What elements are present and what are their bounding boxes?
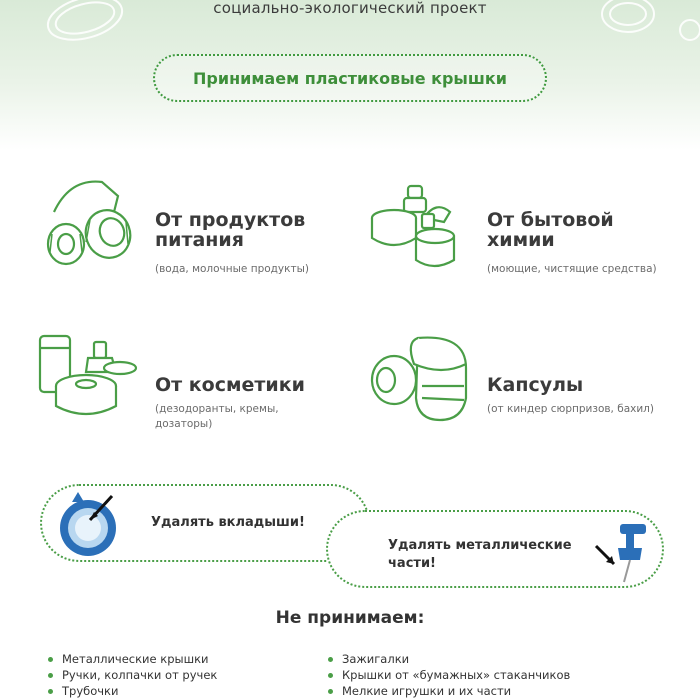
not-accepted-list-right	[326, 651, 570, 699]
category-title-cosmetics: От косметики	[155, 374, 305, 396]
bottle-caps-icon	[40, 172, 140, 272]
remove-liners-text: Удалять вкладыши!	[151, 515, 305, 530]
list-item: Ручки, колпачки от ручек	[46, 667, 217, 683]
category-title-capsules: Капсулы	[487, 374, 584, 396]
header-band	[0, 0, 700, 150]
list-item: Крышки от «бумажных» стаканчиков	[326, 667, 570, 683]
list-item: Трубочки	[46, 683, 217, 699]
cosmetics-caps-icon	[36, 328, 140, 424]
not-accepted-list-left	[46, 651, 217, 699]
category-note-cosmetics: (дезодоранты, кремы, дозаторы)	[155, 403, 279, 430]
capsule-icon	[366, 328, 472, 424]
category-note-capsules: (от киндер сюрпризов, бахил)	[487, 403, 654, 415]
accepted-banner	[153, 54, 547, 102]
category-title-household: От бытовой химии	[487, 209, 614, 251]
category-title-food: От продуктов питания	[155, 209, 306, 251]
category-note-food: (вода, молочные продукты)	[155, 263, 309, 275]
list-item: Металлические крышки	[46, 651, 217, 667]
household-caps-icon	[370, 178, 470, 274]
remove-metal-text: Удалять металлические части!	[388, 538, 572, 571]
list-item: Мелкие игрушки и их части	[326, 683, 570, 699]
not-accepted-heading: Не принимаем:	[275, 608, 425, 628]
project-subtitle: социально-экологический проект	[213, 0, 487, 17]
list-item: Зажигалки	[326, 651, 570, 667]
banner-text: Принимаем пластиковые крышки	[193, 68, 507, 88]
category-note-household: (моющие, чистящие средства)	[487, 263, 657, 275]
cap-liner-icon	[52, 488, 128, 560]
pump-dispenser-icon	[592, 516, 662, 586]
